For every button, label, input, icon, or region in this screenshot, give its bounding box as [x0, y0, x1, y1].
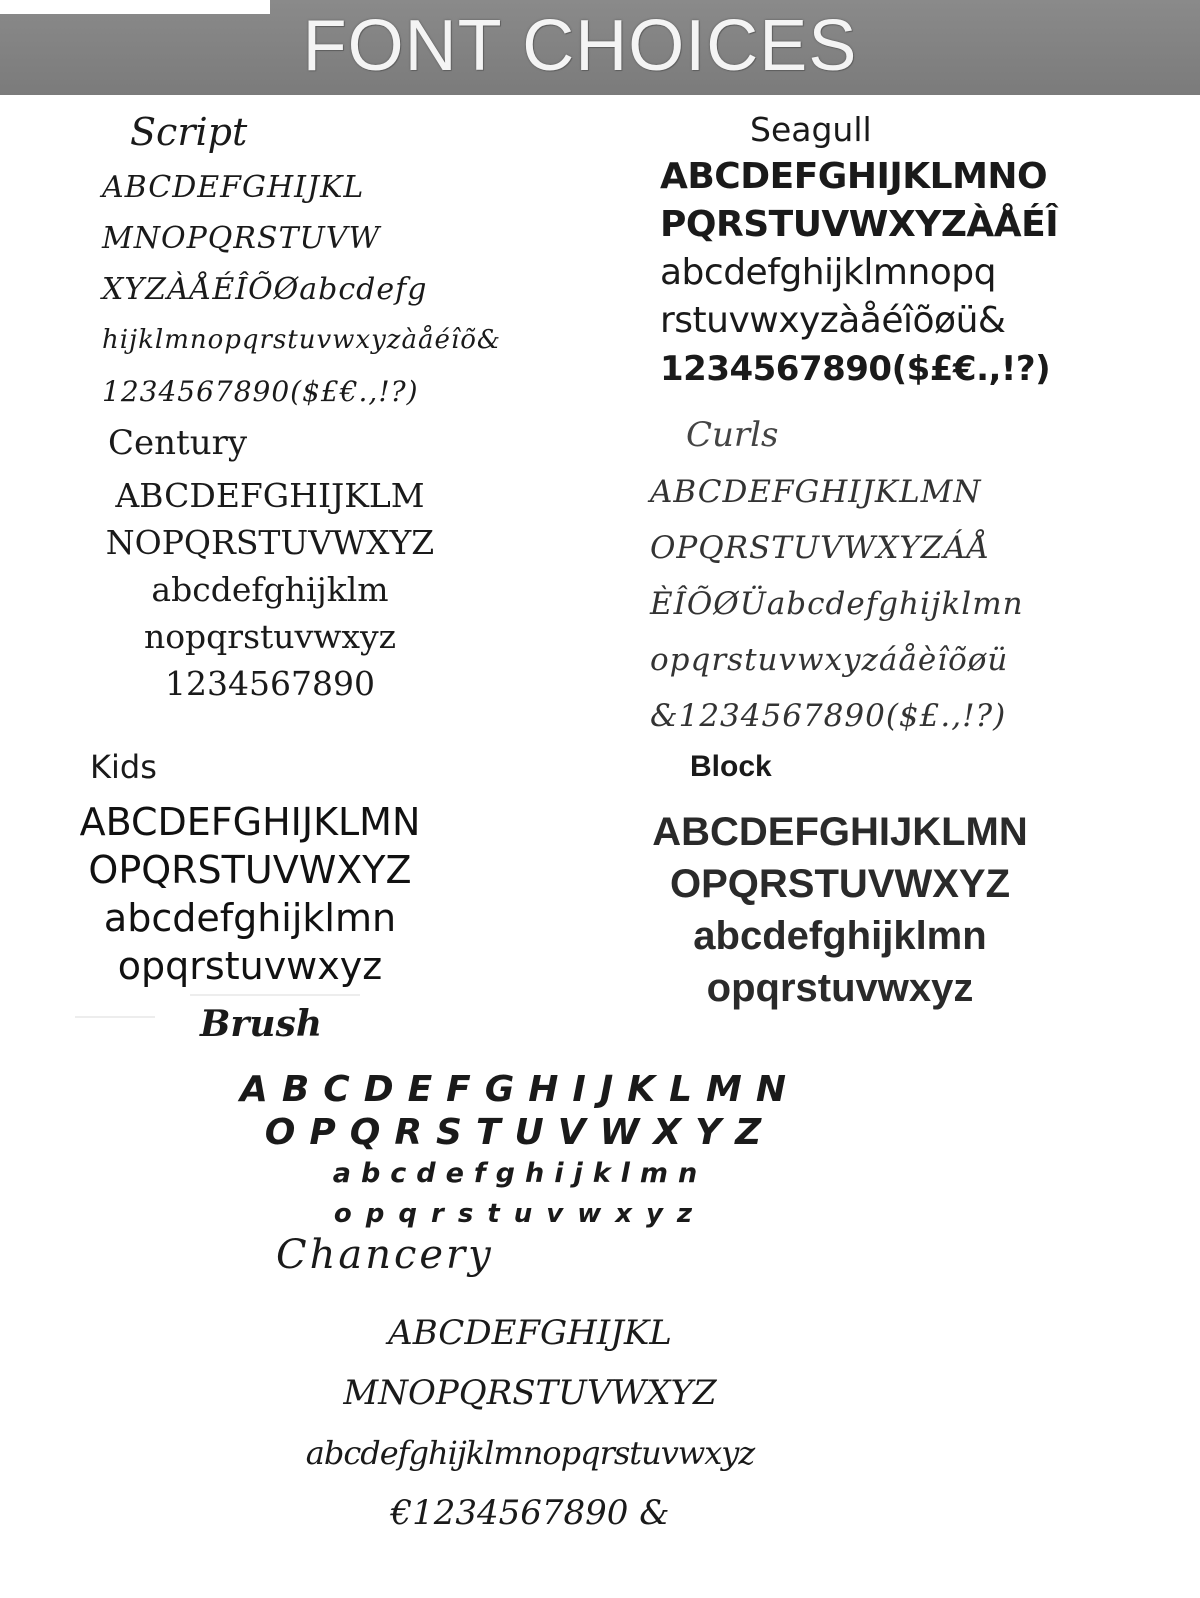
- sample-line: opqrstuvwxyz: [117, 944, 383, 988]
- font-sample-seagull: [660, 153, 1058, 393]
- sample-line: 1234567890($£€.,!?): [660, 349, 1051, 389]
- sample-line: ABCDEFGHIJKLMN: [79, 800, 421, 844]
- page-title: FONT CHOICES: [302, 6, 858, 86]
- sample-line: ABCDEFGHIJKLMN: [650, 474, 982, 510]
- font-name-brush: Brush: [200, 1003, 323, 1045]
- sample-line: opqrstuvwxyz: [706, 966, 974, 1010]
- sample-line: 1234567890: [165, 664, 375, 703]
- sample-line: NOPQRSTUVWXYZ: [105, 523, 435, 562]
- sample-line: OPQRSTUVWXYZ: [88, 848, 412, 892]
- font-name-seagull: Seagull: [750, 110, 872, 149]
- sample-line: ABCDEFGHIJKL: [388, 1313, 672, 1353]
- sample-line: ABCDEFGHIJKLMN: [652, 810, 1028, 854]
- font-sample-chancery: [270, 1303, 790, 1543]
- font-sample-block: [630, 806, 1050, 1014]
- font-name-chancery: Chancery: [276, 1232, 494, 1278]
- font-sample-century: [60, 472, 480, 707]
- font-sample-script: [102, 162, 501, 417]
- divider: [75, 1016, 155, 1018]
- font-name-kids: Kids: [90, 748, 157, 786]
- sample-line: OPQRSTUVWXYZÁÅ: [650, 530, 991, 566]
- sample-line: opqrstuvwxyz: [333, 1199, 707, 1229]
- sample-line: PQRSTUVWXYZÀÅÉÎ: [660, 204, 1059, 245]
- sample-line: 1234567890($£€.,!?): [102, 375, 419, 408]
- sample-line: OPQRSTUVWXYZ: [669, 862, 1011, 906]
- sample-line: abcdefghijklmn: [103, 896, 397, 940]
- sample-line: OPQRSTUVWXYZ: [264, 1112, 776, 1153]
- sample-line: XYZÀÅÉÎÕØabcdefg: [102, 272, 428, 307]
- sample-line: €1234567890 &: [390, 1493, 670, 1533]
- sample-line: hijklmnopqrstuvwxyzàåéîõ&: [102, 325, 501, 355]
- sample-line: ABCDEFGHIJKLMN: [239, 1069, 801, 1110]
- sample-line: abcdefghijklmn: [693, 914, 987, 958]
- font-name-curls: Curls: [686, 415, 779, 455]
- sample-line: &1234567890($£.,!?): [650, 698, 1007, 734]
- font-name-century: Century: [108, 423, 248, 463]
- sample-line: nopqrstuvwxyz: [143, 617, 397, 656]
- sample-line: abcdefghijklmn: [332, 1158, 708, 1189]
- font-name-script: Script: [130, 110, 248, 154]
- sample-line: MNOPQRSTUVW: [102, 221, 381, 256]
- sample-line: abcdefghijklmnopqrstuvwxyz: [305, 1434, 755, 1472]
- sample-line: abcdefghijklmnopq: [660, 252, 997, 293]
- sample-line: MNOPQRSTUVWXYZ: [343, 1373, 717, 1413]
- font-name-block: Block: [690, 750, 772, 783]
- font-sample-kids: [40, 798, 460, 990]
- sample-line: rstuvwxyzàåéîõøü&: [660, 300, 1006, 341]
- divider: [190, 994, 360, 996]
- font-sample-curls: [650, 464, 1024, 744]
- sample-line: ABCDEFGHIJKL: [102, 170, 365, 205]
- sample-line: ABCDEFGHIJKLMNO: [660, 156, 1048, 197]
- font-sample-brush: [170, 1068, 870, 1234]
- sample-line: opqrstuvwxyzáåèîõøü: [650, 642, 1009, 678]
- sample-line: ABCDEFGHIJKLM: [115, 476, 425, 515]
- sample-line: ÈÎÕØÜabcdefghijklmn: [650, 586, 1024, 622]
- sample-line: abcdefghijklm: [151, 570, 389, 609]
